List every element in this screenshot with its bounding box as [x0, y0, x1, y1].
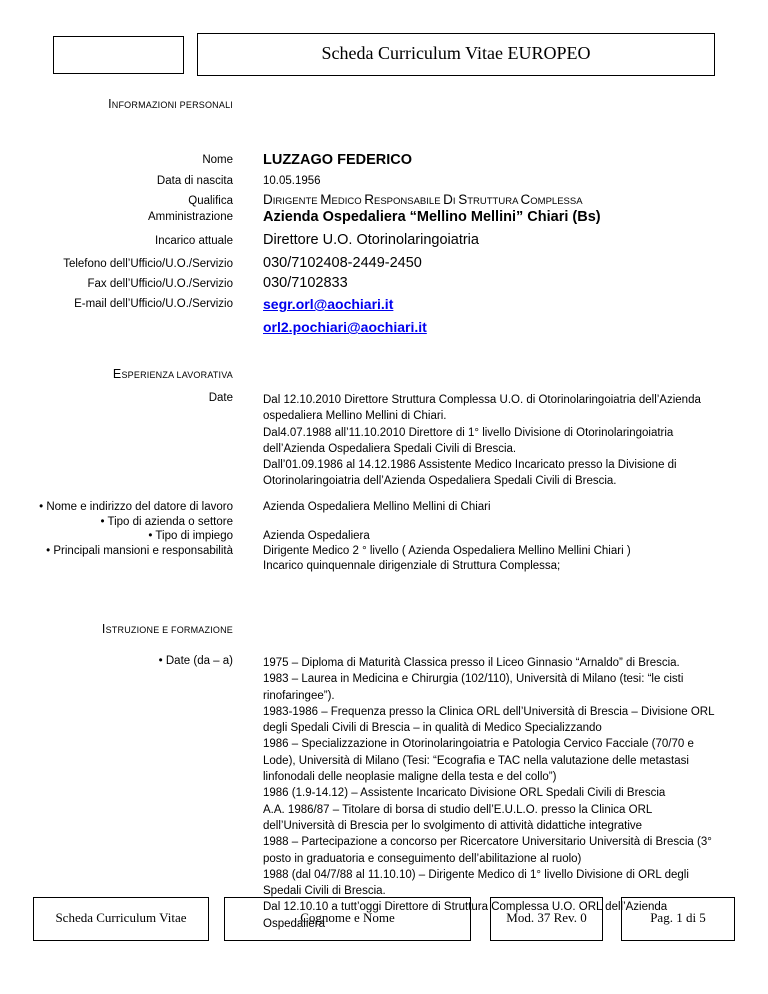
footer-mod-label: Mod. 37 Rev. 0 [506, 910, 587, 925]
header-logo-box [53, 36, 184, 74]
value-current-role: Direttore U.O. Otorinolaringoiatria [263, 232, 479, 248]
label-birth: Data di nascita [156, 175, 233, 187]
work-date-line: Dal 12.10.2010 Direttore Struttura Complessa U.O. di Otorinolaringoiatria dell’Azienda ospedaliera Mellino Mellini di Chiari. [263, 394, 701, 423]
value-employer: Azienda Ospedaliera Mellino Mellini di Chiari [263, 501, 491, 513]
education-line: 1988 (dal 04/7/88 al 11.10.10) – Dirigente Medico di 1° livello Divisione di ORL degli Spedali Civili di Brescia. [263, 868, 689, 898]
section-heading-work: ESPERIENZA LAVORATIVA [112, 367, 233, 381]
footer-name-box [224, 897, 471, 941]
label-job-type: • Tipo di impiego [148, 530, 233, 542]
education-line: A.A. 1986/87 – Titolare di borsa di studio dell’E.U.L.O. presso la Clinica ORL dell’Università di Brescia per lo svolgimento di attività didattiche integrative [263, 803, 652, 832]
label-current-role: Incarico attuale [155, 235, 233, 247]
education-line: 1975 – Diploma di Maturità Classica presso il Liceo Ginnasio “Arnaldo” di Brescia. [263, 657, 680, 669]
education-line: 1983 – Laurea in Medicina e Chirurgia (102/110), Università di Milano (tesi: “le cisti rinofaringee”). [263, 673, 684, 702]
footer-cv-label-box [33, 897, 209, 941]
education-line: 1986 – Specializzazione in Otorinolaringoiatria e Patologia Cervico Facciale (70/70 e Lode), Università di Milano (Tesi: “Ecografia e TAC nella valutazione delle metastasi linfonodali delle neoplasie maligne della testa e del collo”) [263, 738, 694, 784]
label-name: Nome [202, 154, 233, 166]
value-name: LUZZAGO FEDERICO [263, 152, 413, 168]
footer-page-box [621, 897, 735, 941]
document-title: Scheda Curriculum Vitae EUROPEO [321, 43, 591, 63]
value-company-type: Azienda Ospedaliera [263, 530, 370, 542]
work-date-line: Dall’01.09.1986 al 14.12.1986 Assistente Medico Incaricato presso la Divisione di Otorinolaringoiatria dell’Azienda Ospedaliera Spedali Civili di Brescia. [263, 459, 677, 488]
footer-mod-box [490, 897, 603, 941]
education-line: 1988 – Partecipazione a concorso per Ricercatore Universitario Università di Brescia (3° posto in graduatoria e conseguimento dell’abilitazione al ruolo) [263, 836, 712, 865]
section-heading-education: ISTRUZIONE E FORMAZIONE [101, 622, 233, 636]
value-job-type: Dirigente Medico 2 ° livello ( Azienda Ospedaliera Mellino Mellini Chiari ) [263, 545, 631, 557]
label-company-type: • Tipo di azienda o settore [100, 515, 233, 528]
education-block [263, 655, 718, 932]
education-line: Dal 12.10.10 a tutt’oggi Direttore di Struttura Complessa U.O. ORL dell’Azienda Ospedaliera [263, 901, 668, 930]
label-employer: • Nome e indirizzo del datore di lavoro [39, 501, 233, 513]
header-title-box [197, 33, 715, 76]
value-phone: 030/7102408-2449-2450 [263, 255, 422, 271]
work-date-line: Dal4.07.1988 all’11.10.2010 Direttore di 1° livello Divisione di Otorinolaringoiatria dell’Azienda Ospedaliera Spedali Civili di Brescia. [263, 426, 674, 455]
value-duties: Incarico quinquennale dirigenziale di Struttura Complessa; [263, 560, 561, 572]
footer-name-label: Cognome e Nome [300, 910, 395, 925]
value-fax: 030/7102833 [263, 275, 348, 291]
email-link-2[interactable]: orl2.pochiari@aochiari.it [263, 319, 427, 335]
email-link-1[interactable]: segr.orl@aochiari.it [263, 296, 394, 312]
label-education-date: • Date (da – a) [158, 655, 233, 667]
footer-page-number: Pag. 1 di 5 [650, 910, 706, 925]
label-duties: • Principali mansioni e responsabilità [46, 544, 233, 557]
label-fax: Fax dell’Ufficio/U.O./Servizio [87, 278, 233, 290]
value-administration: Azienda Ospedaliera “Mellino Mellini” Chiari (Bs) [263, 209, 601, 225]
section-heading-personal: INFORMAZIONI PERSONALI [108, 97, 233, 111]
work-labels-block [33, 500, 233, 558]
education-line: 1983-1986 – Frequenza presso la Clinica ORL dell’Università di Brescia – Divisione ORL degli Spedali Civili di Brescia – in qualità di Medico Specializzando [263, 705, 715, 735]
education-line: 1986 (1.9-14.12) – Assistente Incaricato Divisione ORL Spedali Civili di Brescia [263, 787, 666, 800]
work-dates-block [263, 392, 718, 490]
label-qualification: Qualifica [188, 195, 233, 207]
label-administration: Amministrazione [148, 211, 233, 223]
footer-cv-label: Scheda Curriculum Vitae [55, 910, 187, 925]
value-qualification: DIRIGENTE MEDICO RESPONSABILE DI STRUTTURA COMPLESSA [263, 192, 583, 207]
label-phone: Telefono dell’Ufficio/U.O./Servizio [63, 258, 233, 270]
label-email: E-mail dell’Ufficio/U.O./Servizio [74, 298, 233, 310]
label-work-date: Date [208, 392, 233, 404]
value-birth: 10.05.1956 [263, 175, 321, 187]
